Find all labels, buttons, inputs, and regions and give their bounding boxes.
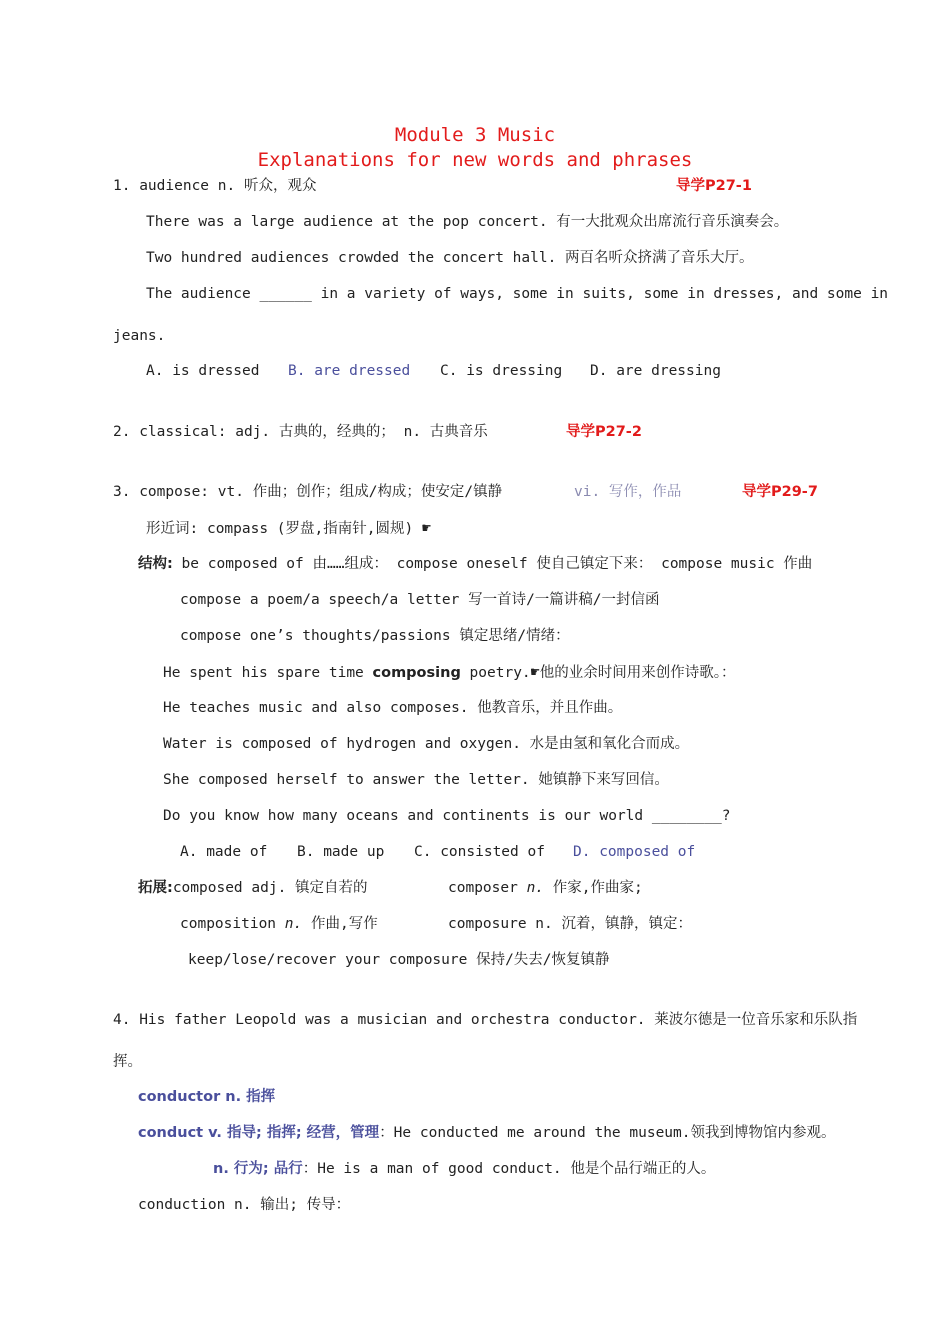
ex1-part1: He spent his spare time bbox=[163, 665, 373, 681]
item4-conductor: conductor n. 指挥 bbox=[138, 1089, 276, 1105]
item3-similar-word bbox=[146, 518, 431, 539]
conduct-noun-example: ：He is a man of good conduct. 他是个品行端正的人。 bbox=[302, 1161, 716, 1177]
structure-line3: compose one’s thoughts/passions 镇定思绪/情绪： bbox=[180, 628, 570, 644]
item1-entry: audience n. 听众，观众 bbox=[139, 178, 317, 194]
ext-composition-def: 作曲,写作 bbox=[302, 916, 378, 932]
ex1-part3: poetry. bbox=[460, 665, 531, 681]
item2-head bbox=[113, 422, 488, 442]
item3-option-a: A. made of bbox=[180, 844, 268, 860]
item2-ref: 导学P27-2 bbox=[566, 424, 642, 440]
structure-line2: compose a poem/a speech/a letter 写一首诗/一篇讲稿/一封信函 bbox=[180, 592, 660, 608]
item3-example5: Do you know how many oceans and continents is our world ________? bbox=[163, 808, 731, 824]
item3-head bbox=[113, 482, 502, 502]
item1-option-d: D. are dressing bbox=[590, 363, 721, 379]
ext-composed: composed adj. 镇定自若的 bbox=[172, 880, 368, 896]
title-module: Module 3 Music bbox=[394, 124, 556, 146]
ext-composition bbox=[180, 914, 378, 934]
ext-composer-pos: n. bbox=[526, 880, 545, 896]
item3-structure bbox=[138, 554, 812, 574]
item1-example3: The audience ______ in a variety of ways, some in suits, some in dresses, and some in bbox=[146, 286, 889, 302]
item3-example4: She composed herself to answer the letter. 她镇静下来写回信。 bbox=[163, 772, 669, 788]
title-subtitle: Explanations for new words and phrases bbox=[257, 149, 693, 171]
item4-conduction: conduction n. 输出; 传导： bbox=[138, 1197, 351, 1213]
item2-entry: classical: adj. 古典的，经典的； n. 古典音乐 bbox=[139, 424, 488, 440]
ex1-translation: 他的业余时间用来创作诗歌。： bbox=[539, 665, 736, 681]
item3-number: 3. bbox=[113, 484, 131, 500]
ext-composition-pos: n. bbox=[284, 916, 303, 932]
item1-example2: Two hundred audiences crowded the concert hall. 两百名听众挤满了音乐大厅。 bbox=[146, 250, 754, 266]
item1-head bbox=[113, 176, 316, 196]
item3-entry: compose: vt. 作曲；创作；组成/构成；使安定/镇静 bbox=[139, 484, 503, 500]
item3-extension1 bbox=[138, 878, 368, 898]
item4-conduct-noun bbox=[213, 1159, 715, 1179]
item1-example3-cont: jeans. bbox=[113, 328, 166, 344]
item1-option-c: C. is dressing bbox=[440, 363, 563, 379]
ext-composure-phrase: keep/lose/recover your composure 保持/失去/恢复镇静 bbox=[188, 952, 610, 968]
item3-example3: Water is composed of hydrogen and oxygen. 水是由氢和氧化合而成。 bbox=[163, 736, 690, 752]
conduct-example: ：He conducted me around the museum.领我到博物馆内参观。 bbox=[379, 1125, 836, 1141]
ext-composer-def: 作家,作曲家; bbox=[544, 880, 643, 896]
item3-vi: vi. 写作，作品 bbox=[574, 484, 682, 500]
structure-label: 结构: bbox=[138, 556, 173, 572]
conduct-noun-def: n. 行为; 品行 bbox=[213, 1161, 303, 1177]
item3-option-d: D. composed of bbox=[573, 844, 696, 860]
extension-label: 拓展: bbox=[138, 880, 173, 896]
item4-head bbox=[113, 1010, 857, 1030]
item1-option-b: B. are dressed bbox=[288, 363, 411, 379]
item3-example1 bbox=[163, 662, 735, 683]
conduct-def: conduct v. 指导; 指挥; 经营，管理 bbox=[138, 1125, 380, 1141]
item1-ref: 导学P27-1 bbox=[676, 178, 752, 194]
item4-sentence: His father Leopold was a musician and orchestra conductor. 莱波尔德是一位音乐家和乐队指 bbox=[139, 1012, 858, 1028]
ex1-bold-word: composing bbox=[372, 665, 461, 681]
item4-conduct bbox=[138, 1123, 836, 1143]
item3-option-c: C. consisted of bbox=[414, 844, 545, 860]
item1-number: 1. bbox=[113, 178, 131, 194]
ext-composer-word: composer bbox=[448, 880, 527, 896]
ext-composure: composure n. 沉着，镇静，镇定： bbox=[448, 916, 692, 932]
pointing-hand-icon: ☛ bbox=[530, 663, 540, 681]
ext-composer bbox=[448, 878, 643, 898]
structure-line1: be composed of 由……组成： compose oneself 使自己镇定下来： compose music 作曲 bbox=[181, 556, 813, 572]
item3-option-b: B. made up bbox=[297, 844, 385, 860]
item3-example2: He teaches music and also composes. 他教音乐，并且作曲。 bbox=[163, 700, 623, 716]
item2-number: 2. bbox=[113, 424, 131, 440]
item4-sentence-cont: 挥。 bbox=[113, 1054, 142, 1070]
item1-option-a: A. is dressed bbox=[146, 363, 260, 379]
item3-similar-text: 形近词: compass (罗盘,指南针,圆规) bbox=[146, 521, 414, 537]
item4-number: 4. bbox=[113, 1012, 131, 1028]
pointing-hand-icon: ☛ bbox=[421, 519, 431, 537]
item1-example1: There was a large audience at the pop concert. 有一大批观众出席流行音乐演奏会。 bbox=[146, 214, 789, 230]
ext-composition-word: composition bbox=[180, 916, 285, 932]
item3-ref: 导学P29-7 bbox=[742, 484, 818, 500]
